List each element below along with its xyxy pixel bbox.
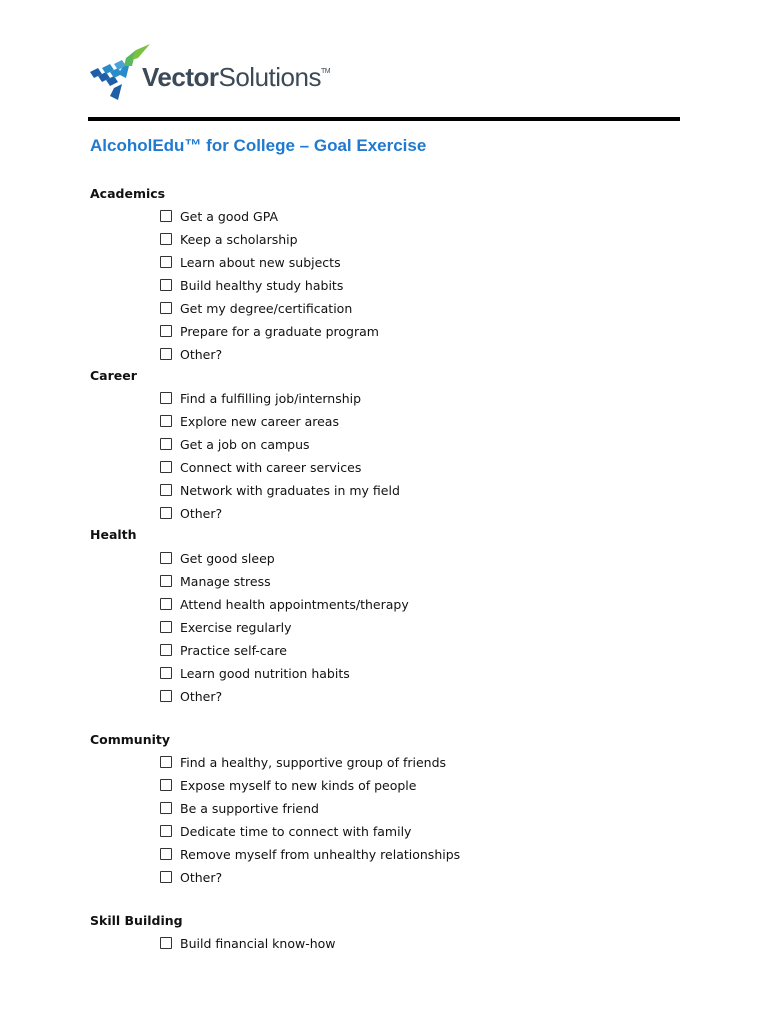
goal-checkbox-item[interactable] xyxy=(160,617,292,637)
checkbox-icon[interactable] xyxy=(160,210,172,222)
section-heading: Skill Building xyxy=(90,913,183,928)
goal-item-label: Get good sleep xyxy=(180,550,275,566)
goal-item-label: Learn good nutrition habits xyxy=(180,665,350,681)
brand-wordmark-regular: Solutions xyxy=(218,62,321,92)
section-heading: Career xyxy=(90,368,137,383)
checkbox-icon[interactable] xyxy=(160,871,172,883)
goal-checkbox-item[interactable] xyxy=(160,640,287,660)
section-heading: Academics xyxy=(90,186,166,201)
checkbox-icon[interactable] xyxy=(160,575,172,587)
goal-item-label: Exercise regularly xyxy=(180,619,292,635)
goal-checkbox-item[interactable] xyxy=(160,571,271,591)
goal-checkbox-item[interactable] xyxy=(160,775,416,795)
goal-item-label: Learn about new subjects xyxy=(180,254,341,270)
checkbox-icon[interactable] xyxy=(160,667,172,679)
goal-item-label: Connect with career services xyxy=(180,459,362,475)
goal-checkbox-item[interactable] xyxy=(160,229,298,249)
goal-checkbox-item[interactable] xyxy=(160,388,361,408)
checkbox-icon[interactable] xyxy=(160,552,172,564)
goal-item-label: Other? xyxy=(180,688,223,704)
checkbox-icon[interactable] xyxy=(160,233,172,245)
goal-item-label: Network with graduates in my field xyxy=(180,482,400,498)
goal-item-label: Attend health appointments/therapy xyxy=(180,596,409,612)
checkbox-icon[interactable] xyxy=(160,415,172,427)
goal-item-label: Dedicate time to connect with family xyxy=(180,823,412,839)
goal-item-label: Get a good GPA xyxy=(180,208,278,224)
goal-item-label: Be a supportive friend xyxy=(180,800,319,816)
checkbox-icon[interactable] xyxy=(160,690,172,702)
goal-item-label: Get a job on campus xyxy=(180,436,310,452)
goal-checkbox-item[interactable] xyxy=(160,411,339,431)
goal-item-label: Explore new career areas xyxy=(180,413,339,429)
goal-item-label: Practice self-care xyxy=(180,642,287,658)
checkbox-icon[interactable] xyxy=(160,937,172,949)
goal-checkbox-item[interactable] xyxy=(160,663,350,683)
checkbox-icon[interactable] xyxy=(160,802,172,814)
checkbox-icon[interactable] xyxy=(160,392,172,404)
checkbox-icon[interactable] xyxy=(160,348,172,360)
section-heading: Health xyxy=(90,527,137,542)
goal-item-label: Manage stress xyxy=(180,573,271,589)
goal-checkbox-item[interactable] xyxy=(160,206,278,226)
goal-checkbox-item[interactable] xyxy=(160,798,319,818)
goal-checkbox-item[interactable] xyxy=(160,298,352,318)
goal-checkbox-item[interactable] xyxy=(160,457,361,477)
goal-checkbox-item[interactable] xyxy=(160,252,341,272)
checkbox-icon[interactable] xyxy=(160,302,172,314)
goal-item-label: Build healthy study habits xyxy=(180,277,344,293)
checkbox-icon[interactable] xyxy=(160,779,172,791)
brand-trademark: TM xyxy=(320,68,331,75)
goal-checkbox-item[interactable] xyxy=(160,434,310,454)
document-title: AlcoholEdu™ for College – Goal Exercise xyxy=(90,136,427,155)
section-heading: Community xyxy=(90,732,171,747)
goal-checkbox-item[interactable] xyxy=(160,686,222,706)
checkbox-icon[interactable] xyxy=(160,621,172,633)
goal-checkbox-item[interactable] xyxy=(160,594,409,614)
goal-item-label: Remove myself from unhealthy relationships xyxy=(180,846,461,862)
checkbox-icon[interactable] xyxy=(160,325,172,337)
goal-checkbox-item[interactable] xyxy=(160,344,222,364)
goal-item-label: Other? xyxy=(180,505,223,521)
checkbox-icon[interactable] xyxy=(160,507,172,519)
goal-checkbox-item[interactable] xyxy=(160,867,222,887)
checkbox-icon[interactable] xyxy=(160,756,172,768)
goal-checkbox-item[interactable] xyxy=(160,275,343,295)
checkbox-icon[interactable] xyxy=(160,598,172,610)
goal-checkbox-item[interactable] xyxy=(160,480,400,500)
header-divider xyxy=(88,117,680,121)
goal-checkbox-item[interactable] xyxy=(160,752,446,772)
checkbox-icon[interactable] xyxy=(160,461,172,473)
goal-item-label: Keep a scholarship xyxy=(180,231,298,247)
checkbox-icon[interactable] xyxy=(160,644,172,656)
goal-item-label: Expose myself to new kinds of people xyxy=(180,777,417,793)
checkbox-icon[interactable] xyxy=(160,848,172,860)
goal-item-label: Find a fulfilling job/internship xyxy=(180,390,362,406)
brand-wordmark-bold: Vector xyxy=(142,62,219,92)
goal-item-label: Prepare for a graduate program xyxy=(180,323,379,339)
goal-checkbox-item[interactable] xyxy=(160,503,222,523)
brand-wordmark xyxy=(142,62,330,93)
checkbox-icon[interactable] xyxy=(160,279,172,291)
goal-checkbox-item[interactable] xyxy=(160,844,460,864)
goal-item-label: Find a healthy, supportive group of friends xyxy=(180,754,447,770)
checkbox-icon[interactable] xyxy=(160,484,172,496)
goal-item-label: Other? xyxy=(180,346,223,362)
goal-item-label: Build financial know-how xyxy=(180,935,336,951)
checkbox-icon[interactable] xyxy=(160,438,172,450)
goal-checkbox-item[interactable] xyxy=(160,548,275,568)
checkbox-icon[interactable] xyxy=(160,256,172,268)
goal-checkbox-item[interactable] xyxy=(160,933,336,953)
goal-checkbox-item[interactable] xyxy=(160,321,379,341)
vector-solutions-logo xyxy=(88,44,348,102)
goal-item-label: Get my degree/certification xyxy=(180,300,353,316)
goal-checkbox-item[interactable] xyxy=(160,821,411,841)
goal-item-label: Other? xyxy=(180,869,223,885)
checkbox-icon[interactable] xyxy=(160,825,172,837)
